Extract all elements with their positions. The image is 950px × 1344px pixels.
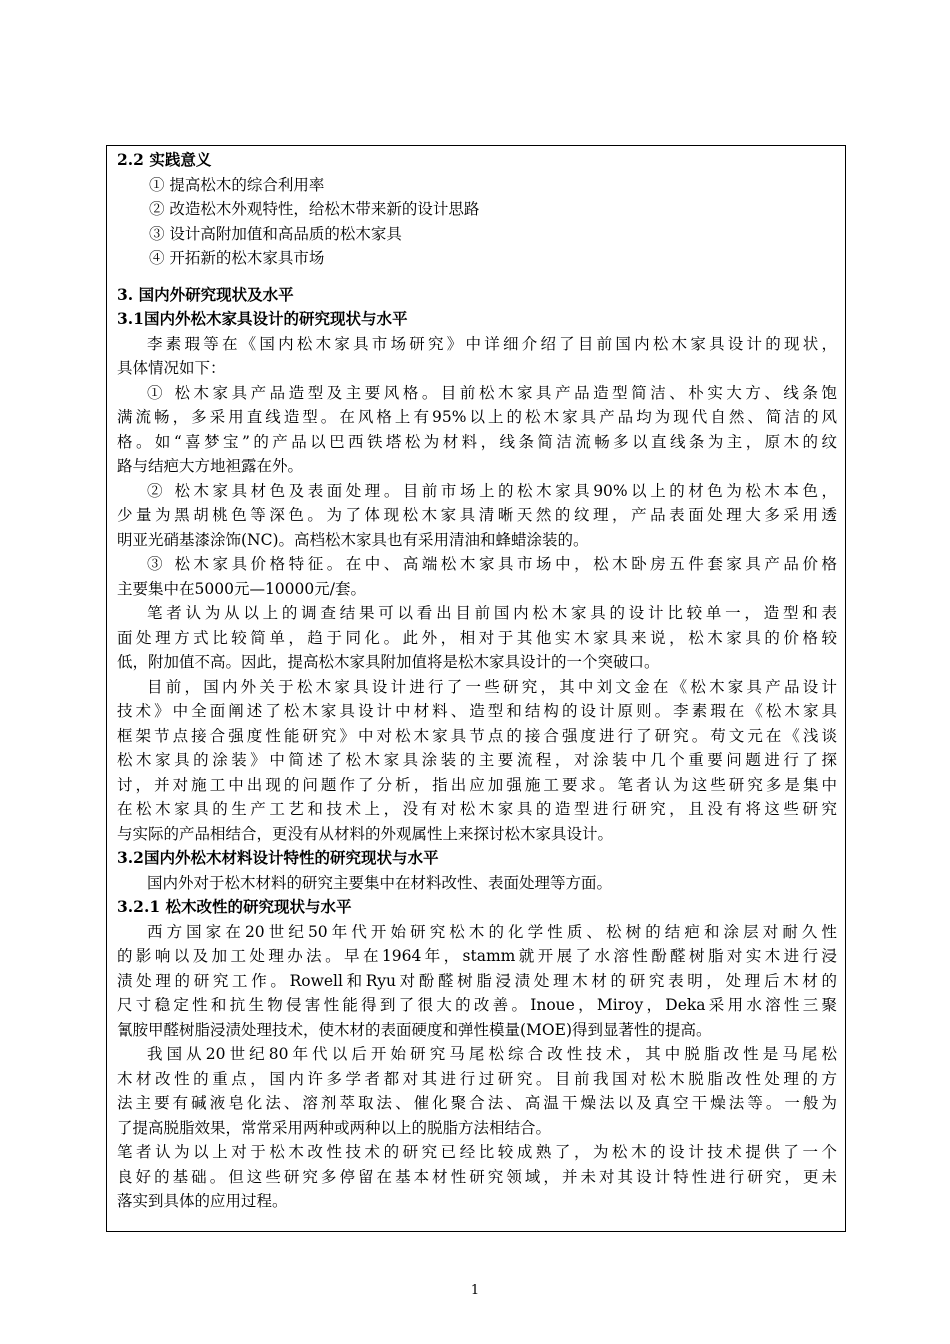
- paragraph-line: 笔者认为从以上的调查结果可以看出目前国内松木家具的设计比较单一，造型和表: [147, 604, 837, 622]
- section-heading-2-2: 2.2 实践意义: [117, 150, 212, 169]
- paragraph-line: 讨，并对施工中出现的问题作了分析，指出应加强施工要求。笔者认为这些研究多是集中: [117, 775, 837, 794]
- page-number: 1: [470, 1283, 480, 1298]
- list-item: ③ 设计高附加值和高品质的松木家具: [149, 224, 402, 243]
- paragraph-line: 氰胺甲醛树脂浸渍处理技术，使木材的表面硬度和弹性模量(MOE)得到显著性的提高。: [117, 1020, 712, 1039]
- paragraph-line: ③ 松木家具价格特征。在中、高端松木家具市场中，松木卧房五件套家具产品价格: [147, 555, 837, 573]
- paragraph-line: 在松木家具的生产工艺和技术上，没有对松木家具的造型进行研究，且没有将这些研究: [117, 800, 837, 818]
- section-heading-3: 3. 国内外研究现状及水平: [117, 284, 294, 304]
- paragraph-line: 目前，国内外关于松木家具设计进行了一些研究，其中刘文金在《松木家具产品设计: [147, 677, 837, 696]
- paragraph-line: 明亚光硝基漆涂饰(NC)。高档松木家具也有采用清油和蜂蜡涂装的。: [117, 530, 589, 549]
- paragraph-line: 技术》中全面阐述了松木家具设计中材料、造型和结构的设计原则。李素瑕在《松木家具: [117, 702, 837, 720]
- paragraph-line: 主要集中在5000元—10000元/套。: [117, 579, 366, 598]
- section-heading-3-2-1: 3.2.1 松木改性的研究现状与水平: [117, 897, 352, 916]
- paragraph-line: 西方国家在20世纪50年代开始研究松木的化学性质、松树的结疤和涂层对耐久性: [147, 922, 837, 941]
- paragraph-line: 笔者认为以上对于松木改性技术的研究已经比较成熟了，为松木的设计技术提供了一个: [117, 1143, 837, 1161]
- spacer: [117, 271, 837, 283]
- paragraph-line: ② 松木家具材色及表面处理。目前市场上的松木家具90%以上的材色为松木本色，: [147, 481, 837, 500]
- paragraph-line: 具体情况如下：: [117, 359, 226, 377]
- paragraph-line: 低，附加值不高。因此，提高松木家具附加值将是松木家具设计的一个突破口。: [117, 653, 660, 671]
- paragraph-line: 面处理方式比较简单，趋于同化。此外，相对于其他实木家具来说，松木家具的价格较: [117, 628, 837, 647]
- paragraph-line: 满流畅，多采用直线造型。在风格上有95%以上的松木家具产品均为现代自然、简洁的风: [117, 408, 837, 426]
- list-item: ② 改造松木外观特性，给松木带来新的设计思路: [149, 200, 480, 218]
- paragraph-line: 了提高脱脂效果，常常采用两种或两种以上的脱脂方法相结合。: [117, 1118, 552, 1137]
- paragraph-line: ① 松木家具产品造型及主要风格。目前松木家具产品造型简洁、朴实大方、线条饱: [147, 383, 837, 402]
- content-table-cell: [106, 145, 846, 1232]
- paragraph-line: 少量为黑胡桃色等深色。为了体现松木家具清晰天然的纹理，产品表面处理大多采用透: [117, 506, 837, 524]
- paragraph-line: 法主要有碱液皂化法、溶剂萃取法、催化聚合法、高温干燥法以及真空干燥法等。一般为: [117, 1094, 837, 1112]
- list-item: ④ 开拓新的松木家具市场: [149, 249, 325, 267]
- paragraph-line: 我国从20世纪80年代以后开始研究马尾松综合改性技术，其中脱脂改性是马尾松: [147, 1045, 837, 1063]
- paragraph-line: 与实际的产品相结合，更没有从材料的外观属性上来探讨松木家具设计。: [117, 824, 614, 843]
- section-heading-3-1: 3.1国内外松木家具设计的研究现状与水平: [117, 309, 408, 328]
- paragraph-line: 渍处理的研究工作。Rowell和Ryu对酚醛树脂浸渍处理木材的研究表明，处理后木材的: [117, 971, 837, 990]
- paragraph-line: 木材改性的重点，国内许多学者都对其进行过研究。目前我国对松木脱脂改性处理的方: [117, 1069, 837, 1088]
- paragraph-line: 的影响以及加工处理办法。早在1964年，stamm就开展了水溶性酚醛树脂对实木进行浸: [117, 947, 837, 965]
- paragraph-line: 框架节点接合强度性能研究》中对松木家具节点的接合强度进行了研究。苟文元在《浅谈: [117, 726, 837, 745]
- paragraph-line: 李素瑕等在《国内松木家具市场研究》中详细介绍了目前国内松木家具设计的现状，: [147, 334, 837, 353]
- paragraph-line: 松木家具的涂装》中简述了松木家具涂装的主要流程，对涂装中几个重要问题进行了探: [117, 751, 837, 769]
- paragraph-line: 国内外对于松木材料的研究主要集中在材料改性、表面处理等方面。: [147, 873, 613, 892]
- paragraph-line: 路与结疤大方地袒露在外。: [117, 457, 304, 475]
- paragraph-line: 尺寸稳定性和抗生物侵害性能得到了很大的改善。Inoue，Miroy，Deka采用水溶性三聚: [117, 996, 837, 1014]
- list-item: ① 提高松木的综合利用率: [149, 175, 325, 194]
- section-heading-3-2: 3.2国内外松木材料设计特性的研究现状与水平: [117, 848, 439, 867]
- paragraph-line: 落实到具体的应用过程。: [117, 1192, 288, 1210]
- paragraph-line: 格。如“喜梦宝”的产品以巴西铁塔松为材料，线条简洁流畅多以直线条为主，原木的纹: [117, 432, 837, 451]
- paragraph-line: 良好的基础。但这些研究多停留在基本材性研究领域，并未对其设计特性进行研究，更未: [117, 1167, 837, 1186]
